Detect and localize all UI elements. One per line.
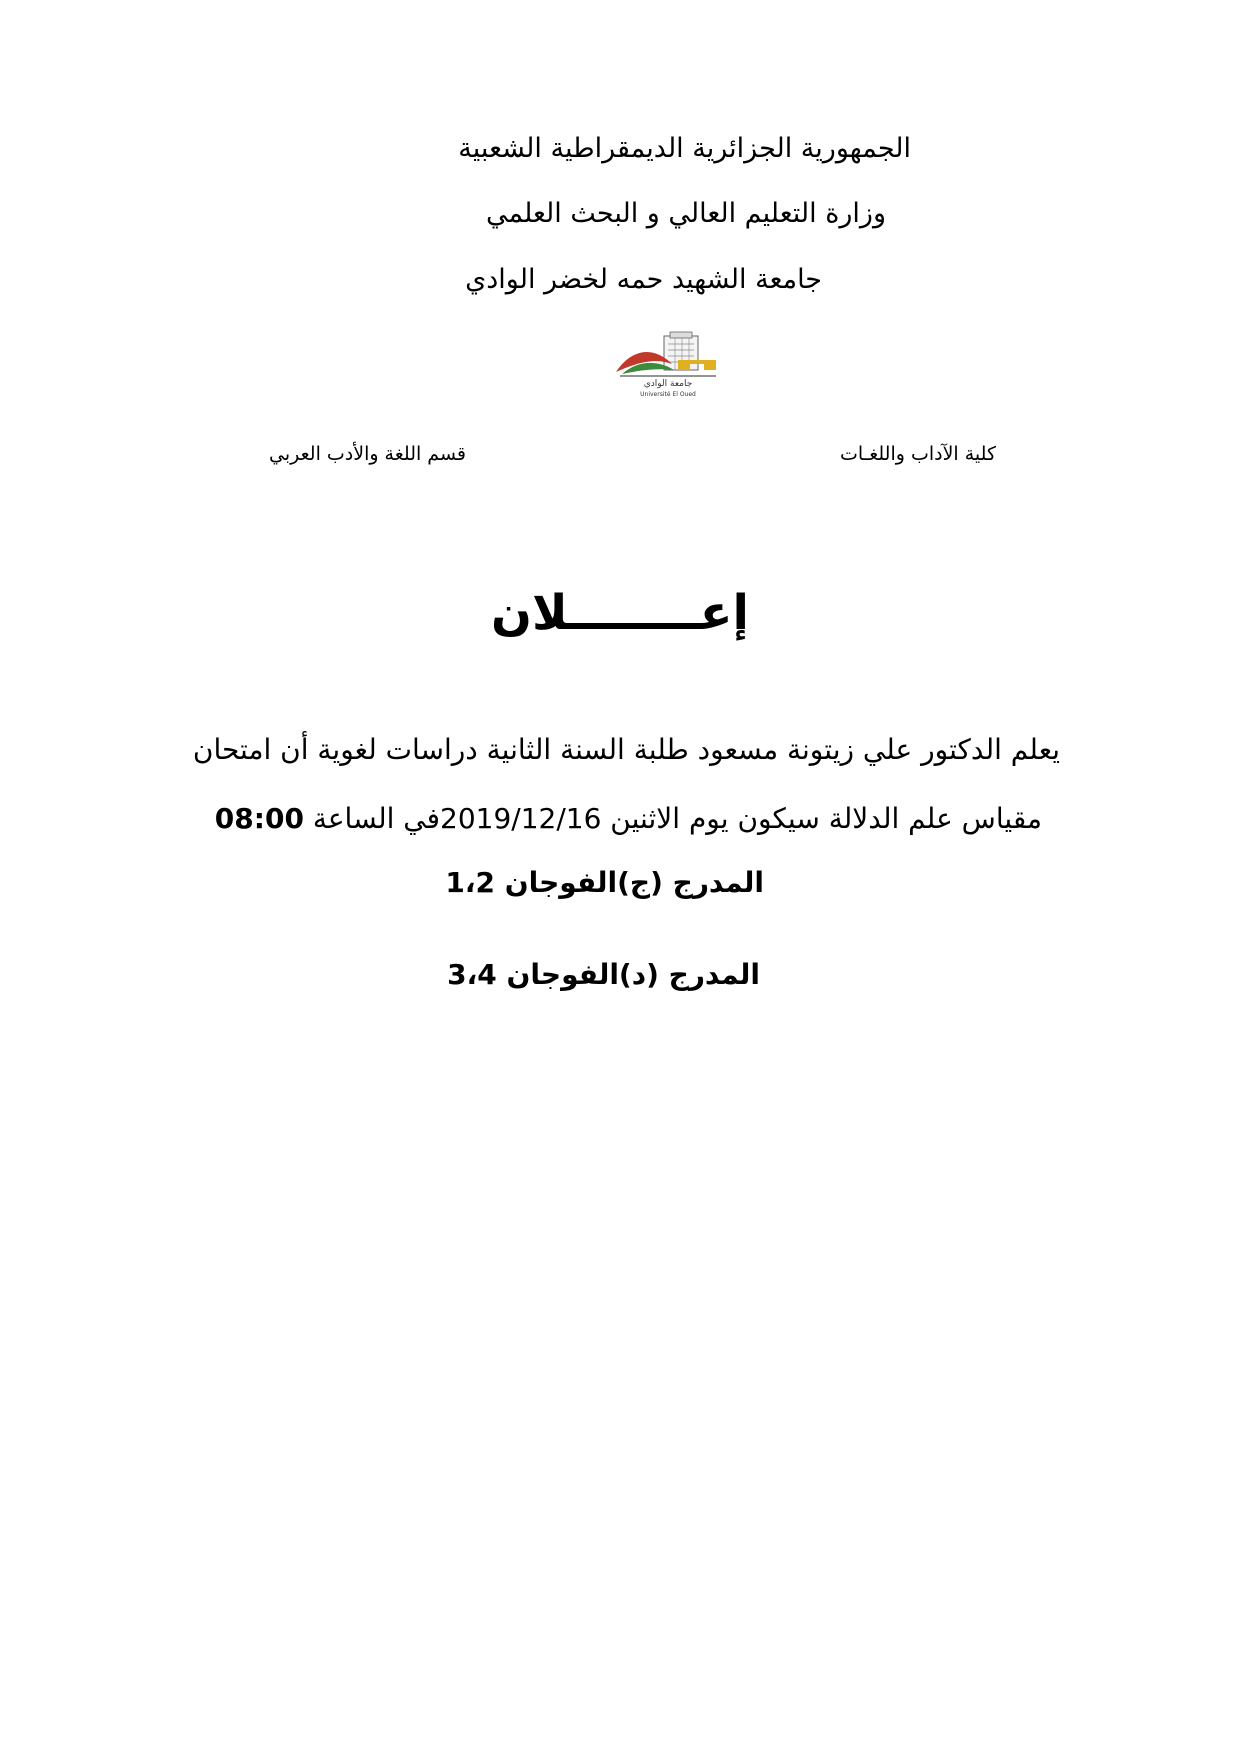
svg-text:Université El Oued: Université El Oued xyxy=(640,391,696,398)
exam-time: 08:00 xyxy=(214,802,304,835)
department-label: قسم اللغة والأدب العربي xyxy=(269,443,466,465)
university-logo-icon xyxy=(612,330,722,398)
announcement-title xyxy=(0,585,1240,641)
announcement-title-text: إعــــــــلان xyxy=(491,585,749,641)
announcement-line-2 xyxy=(215,802,1042,835)
announcement-line-2-text: مقياس علم الدلالة سيكون يوم الاثنين 2019/12/16في الساعة xyxy=(303,802,1042,835)
university-heading: جامعة الشهيد حمه لخضر الوادي xyxy=(465,264,822,295)
republic-heading: الجمهورية الجزائرية الديمقراطية الشعبية xyxy=(458,133,911,164)
announcement-line-1: يعلم الدكتور علي زيتونة مسعود طلبة السنة الثانية دراسات لغوية أن امتحان xyxy=(192,733,1060,766)
hall-groups-3-4: المدرج (د)الفوجان 3،4 xyxy=(447,958,760,991)
hall-groups-1-2: المدرج (ج)الفوجان 1،2 xyxy=(445,866,764,899)
svg-text:جامعة الوادي: جامعة الوادي xyxy=(643,379,693,389)
ministry-heading: وزارة التعليم العالي و البحث العلمي xyxy=(485,198,886,229)
faculty-label: كلية الآداب واللغـات xyxy=(839,443,996,465)
